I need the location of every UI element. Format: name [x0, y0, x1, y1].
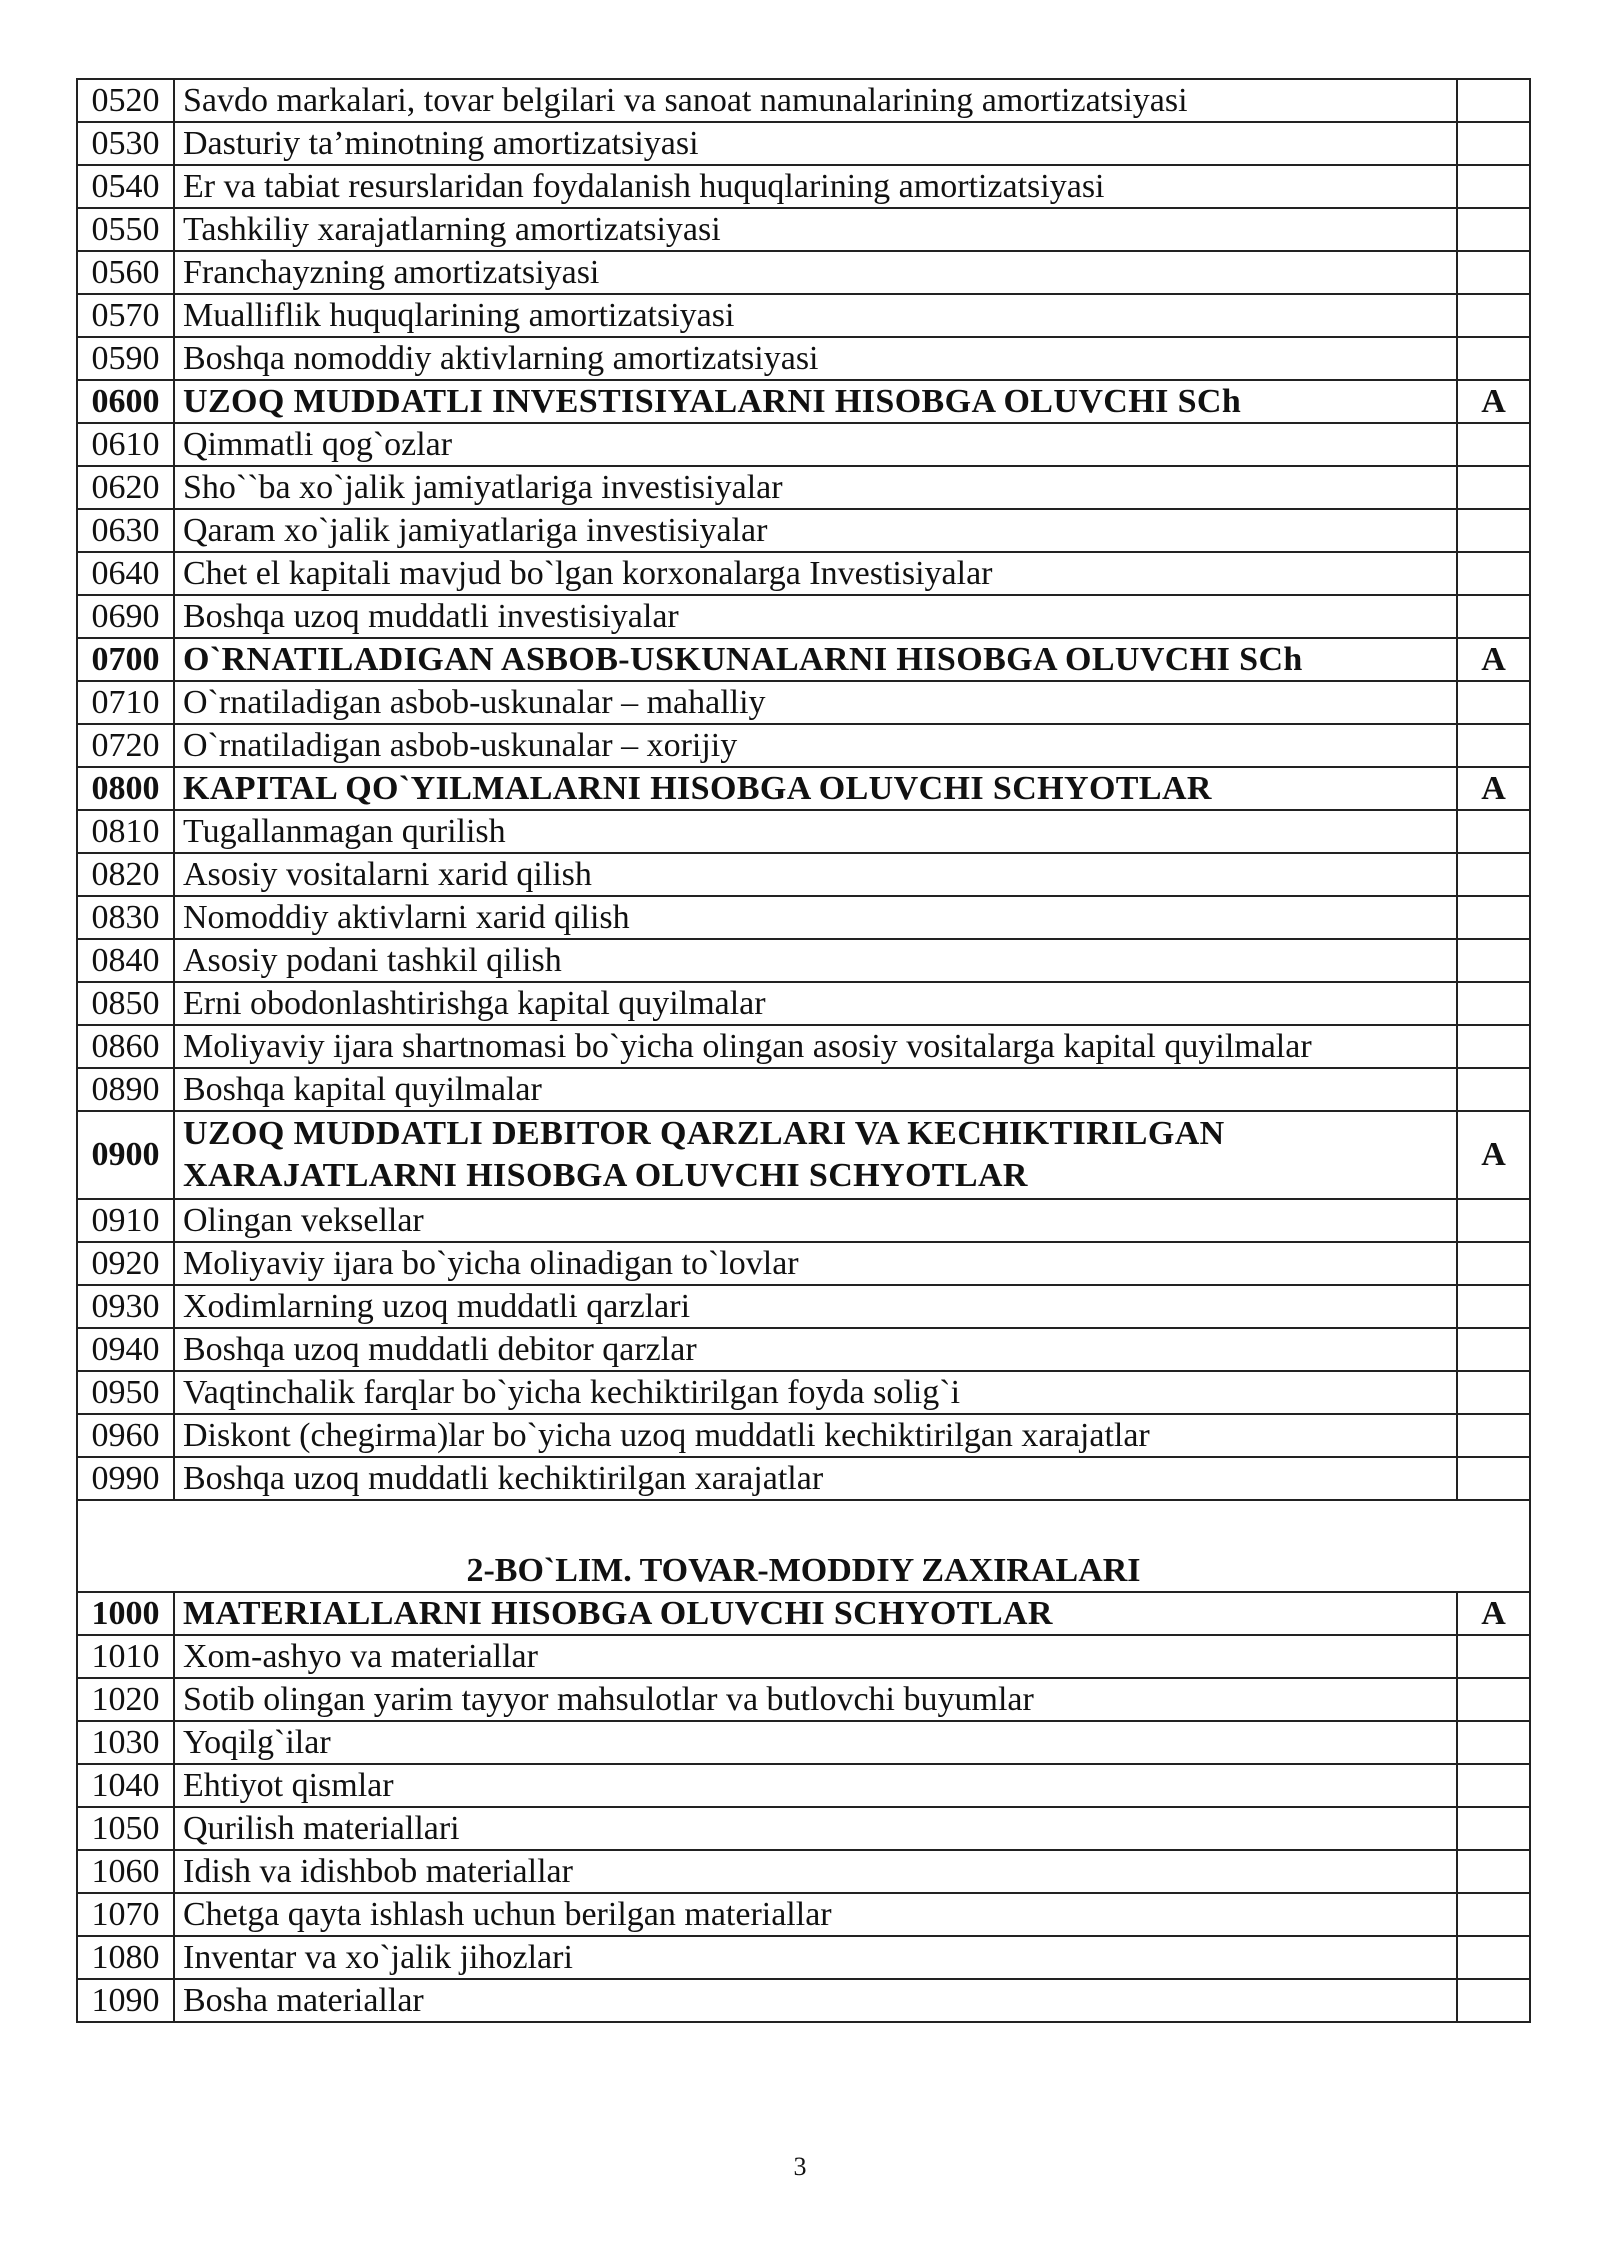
account-row — [77, 982, 1530, 1025]
account-name: Dasturiy ta’minotning amortizatsiyasi — [174, 122, 1457, 165]
account-name: Qaram xo`jalik jamiyatlariga investisiyalar — [174, 509, 1457, 552]
account-name: Diskont (chegirma)lar bo`yicha uzoq muddatli kechiktirilgan xarajatlar — [174, 1414, 1457, 1457]
account-row — [77, 853, 1530, 896]
account-type-flag — [1457, 1678, 1530, 1721]
account-code: 0550 — [77, 208, 174, 251]
account-code: 0910 — [77, 1199, 174, 1242]
account-code: 1060 — [77, 1850, 174, 1893]
account-type-flag — [1457, 1457, 1530, 1500]
account-type-flag — [1457, 1635, 1530, 1678]
account-code: 0930 — [77, 1285, 174, 1328]
account-code: 0520 — [77, 79, 174, 122]
account-row — [77, 1893, 1530, 1936]
account-row — [77, 466, 1530, 509]
account-name: Boshqa uzoq muddatli investisiyalar — [174, 595, 1457, 638]
account-code: 0990 — [77, 1457, 174, 1500]
account-code: 0800 — [77, 767, 174, 810]
account-row — [77, 294, 1530, 337]
account-name: Vaqtinchalik farqlar bo`yicha kechiktirilgan foyda solig`i — [174, 1371, 1457, 1414]
account-name: MATERIALLARNI HISOBGA OLUVCHI SCHYOTLAR — [174, 1592, 1457, 1635]
account-row — [77, 1328, 1530, 1371]
account-code: 1020 — [77, 1678, 174, 1721]
account-type-flag — [1457, 208, 1530, 251]
account-row — [77, 208, 1530, 251]
account-code: 1090 — [77, 1979, 174, 2022]
account-row — [77, 122, 1530, 165]
account-row — [77, 896, 1530, 939]
account-code: 1030 — [77, 1721, 174, 1764]
account-type-flag — [1457, 1764, 1530, 1807]
account-name: Moliyaviy ijara shartnomasi bo`yicha olingan asosiy vositalarga kapital quyilmalar — [174, 1025, 1457, 1068]
account-name: Olingan veksellar — [174, 1199, 1457, 1242]
account-name: Idish va idishbob materiallar — [174, 1850, 1457, 1893]
account-code: 0920 — [77, 1242, 174, 1285]
account-type-flag — [1457, 896, 1530, 939]
account-type-flag — [1457, 552, 1530, 595]
account-name: Sotib olingan yarim tayyor mahsulotlar va butlovchi buyumlar — [174, 1678, 1457, 1721]
account-name: Tashkiliy xarajatlarning amortizatsiyasi — [174, 208, 1457, 251]
account-code: 0820 — [77, 853, 174, 896]
account-type-flag — [1457, 724, 1530, 767]
account-group-row — [77, 1111, 1530, 1199]
account-type-flag: A — [1457, 1592, 1530, 1635]
account-code: 0850 — [77, 982, 174, 1025]
account-row — [77, 1635, 1530, 1678]
account-type-flag — [1457, 810, 1530, 853]
account-type-flag — [1457, 853, 1530, 896]
account-row — [77, 1371, 1530, 1414]
account-row — [77, 1199, 1530, 1242]
section-heading: 2-BO`LIM. TOVAR-MODDIY ZAXIRALARI — [77, 1500, 1530, 1592]
account-row — [77, 1936, 1530, 1979]
account-row — [77, 1025, 1530, 1068]
account-name: Tugallanmagan qurilish — [174, 810, 1457, 853]
account-type-flag — [1457, 1807, 1530, 1850]
account-row — [77, 1678, 1530, 1721]
account-code: 0640 — [77, 552, 174, 595]
account-type-flag — [1457, 79, 1530, 122]
account-row — [77, 1979, 1530, 2022]
account-group-row — [77, 767, 1530, 810]
accounts-table-body — [77, 79, 1530, 2022]
account-name: Franchayzning amortizatsiyasi — [174, 251, 1457, 294]
account-name: Xom-ashyo va materiallar — [174, 1635, 1457, 1678]
account-type-flag — [1457, 595, 1530, 638]
account-name: UZOQ MUDDATLI DEBITOR QARZLARI VA KECHIKTIRILGAN XARAJATLARNI HISOBGA OLUVCHI SCHYOTLAR — [174, 1111, 1457, 1199]
page-number: 3 — [793, 2152, 807, 2181]
account-type-flag — [1457, 165, 1530, 208]
account-row — [77, 552, 1530, 595]
account-name: Er va tabiat resurslaridan foydalanish huquqlarining amortizatsiyasi — [174, 165, 1457, 208]
account-name: Moliyaviy ijara bo`yicha olinadigan to`lovlar — [174, 1242, 1457, 1285]
account-type-flag — [1457, 509, 1530, 552]
account-name: Asosiy vositalarni xarid qilish — [174, 853, 1457, 896]
account-type-flag: A — [1457, 767, 1530, 810]
account-type-flag — [1457, 1414, 1530, 1457]
account-group-row — [77, 380, 1530, 423]
account-row — [77, 1721, 1530, 1764]
account-type-flag — [1457, 1850, 1530, 1893]
account-code: 0620 — [77, 466, 174, 509]
account-row — [77, 724, 1530, 767]
account-name: Sho``ba xo`jalik jamiyatlariga investisiyalar — [174, 466, 1457, 509]
account-code: 1050 — [77, 1807, 174, 1850]
account-code: 0610 — [77, 423, 174, 466]
account-code: 0720 — [77, 724, 174, 767]
account-name: Boshqa uzoq muddatli debitor qarzlar — [174, 1328, 1457, 1371]
account-code: 0690 — [77, 595, 174, 638]
account-type-flag — [1457, 1199, 1530, 1242]
account-type-flag — [1457, 1025, 1530, 1068]
account-name: Xodimlarning uzoq muddatli qarzlari — [174, 1285, 1457, 1328]
account-type-flag — [1457, 423, 1530, 466]
account-type-flag — [1457, 982, 1530, 1025]
account-row — [77, 681, 1530, 724]
account-type-flag — [1457, 337, 1530, 380]
account-name: Nomoddiy aktivlarni xarid qilish — [174, 896, 1457, 939]
account-row — [77, 337, 1530, 380]
account-code: 0700 — [77, 638, 174, 681]
account-type-flag — [1457, 1979, 1530, 2022]
account-row — [77, 79, 1530, 122]
account-name: Boshqa kapital quyilmalar — [174, 1068, 1457, 1111]
chart-of-accounts-table — [76, 78, 1531, 2023]
account-code: 1040 — [77, 1764, 174, 1807]
account-code: 0560 — [77, 251, 174, 294]
account-type-flag — [1457, 1936, 1530, 1979]
account-row — [77, 1807, 1530, 1850]
account-name: Chetga qayta ishlash uchun berilgan materiallar — [174, 1893, 1457, 1936]
account-code: 0530 — [77, 122, 174, 165]
account-type-flag — [1457, 294, 1530, 337]
account-row — [77, 1457, 1530, 1500]
account-type-flag — [1457, 939, 1530, 982]
account-row — [77, 165, 1530, 208]
account-name: Bosha materiallar — [174, 1979, 1457, 2022]
account-type-flag — [1457, 466, 1530, 509]
account-type-flag — [1457, 1893, 1530, 1936]
account-name: Asosiy podani tashkil qilish — [174, 939, 1457, 982]
account-row — [77, 1764, 1530, 1807]
account-type-flag — [1457, 1068, 1530, 1111]
account-group-row — [77, 638, 1530, 681]
account-name: Boshqa nomoddiy aktivlarning amortizatsiyasi — [174, 337, 1457, 380]
account-row — [77, 595, 1530, 638]
account-code: 0630 — [77, 509, 174, 552]
account-type-flag — [1457, 1285, 1530, 1328]
account-row — [77, 423, 1530, 466]
account-name: Inventar va xo`jalik jihozlari — [174, 1936, 1457, 1979]
account-code: 0960 — [77, 1414, 174, 1457]
account-row — [77, 1068, 1530, 1111]
account-row — [77, 1850, 1530, 1893]
account-code: 0590 — [77, 337, 174, 380]
account-name: Erni obodonlashtirishga kapital quyilmalar — [174, 982, 1457, 1025]
account-row — [77, 810, 1530, 853]
account-code: 0860 — [77, 1025, 174, 1068]
account-code: 0940 — [77, 1328, 174, 1371]
account-type-flag: A — [1457, 638, 1530, 681]
account-type-flag — [1457, 122, 1530, 165]
account-row — [77, 509, 1530, 552]
account-name: KAPITAL QO`YILMALARNI HISOBGA OLUVCHI SCHYOTLAR — [174, 767, 1457, 810]
account-name: O`rnatiladigan asbob-uskunalar – xorijiy — [174, 724, 1457, 767]
account-name: Savdo markalari, tovar belgilari va sanoat namunalarining amortizatsiyasi — [174, 79, 1457, 122]
account-code: 0570 — [77, 294, 174, 337]
account-type-flag: A — [1457, 380, 1530, 423]
account-code: 0890 — [77, 1068, 174, 1111]
account-type-flag — [1457, 681, 1530, 724]
account-code: 1070 — [77, 1893, 174, 1936]
account-code: 1000 — [77, 1592, 174, 1635]
account-type-flag — [1457, 1328, 1530, 1371]
account-name: Ehtiyot qismlar — [174, 1764, 1457, 1807]
account-code: 0810 — [77, 810, 174, 853]
account-name: Mualliflik huquqlarining amortizatsiyasi — [174, 294, 1457, 337]
account-name: Qimmatli qog`ozlar — [174, 423, 1457, 466]
account-code: 0600 — [77, 380, 174, 423]
account-code: 0710 — [77, 681, 174, 724]
account-name: O`rnatiladigan asbob-uskunalar – mahalliy — [174, 681, 1457, 724]
account-code: 0840 — [77, 939, 174, 982]
account-name: Qurilish materiallari — [174, 1807, 1457, 1850]
account-code: 1080 — [77, 1936, 174, 1979]
account-code: 1010 — [77, 1635, 174, 1678]
account-row — [77, 1285, 1530, 1328]
account-code: 0900 — [77, 1111, 174, 1199]
account-code: 0540 — [77, 165, 174, 208]
account-type-flag — [1457, 1721, 1530, 1764]
account-type-flag — [1457, 1242, 1530, 1285]
account-row — [77, 939, 1530, 982]
account-type-flag — [1457, 1371, 1530, 1414]
account-code: 0830 — [77, 896, 174, 939]
account-row — [77, 1414, 1530, 1457]
account-type-flag — [1457, 251, 1530, 294]
account-group-row — [77, 1592, 1530, 1635]
account-name: Boshqa uzoq muddatli kechiktirilgan xarajatlar — [174, 1457, 1457, 1500]
account-row — [77, 251, 1530, 294]
section-heading-row — [77, 1500, 1530, 1592]
account-name: UZOQ MUDDATLI INVESTISIYALARNI HISOBGA OLUVCHI SCh — [174, 380, 1457, 423]
account-name: O`RNATILADIGAN ASBOB-USKUNALARNI HISOBGA OLUVCHI SCh — [174, 638, 1457, 681]
account-name: Chet el kapitali mavjud bo`lgan korxonalarga Investisiyalar — [174, 552, 1457, 595]
account-code: 0950 — [77, 1371, 174, 1414]
account-name: Yoqilg`ilar — [174, 1721, 1457, 1764]
account-type-flag: A — [1457, 1111, 1530, 1199]
account-row — [77, 1242, 1530, 1285]
